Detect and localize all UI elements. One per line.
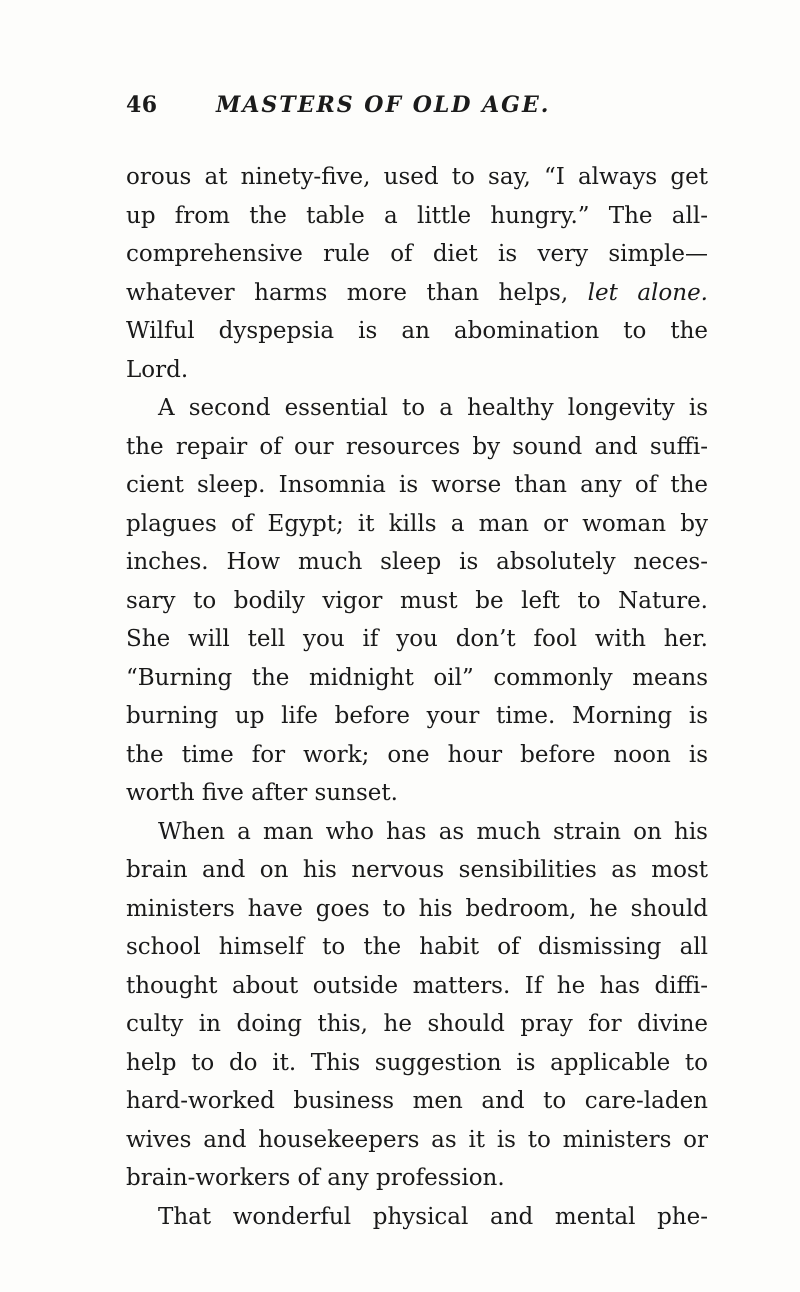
text-line: school himself to the habit of dismissing all <box>126 934 708 960</box>
text-line: burning up life before your time. Morning is <box>126 703 708 729</box>
emphasis-text: let alone. <box>587 279 708 306</box>
text-line: inches. How much sleep is absolutely neces- <box>126 549 708 575</box>
text-line: brain and on his nervous sensibilities as most <box>126 857 708 883</box>
page-header <box>126 92 706 132</box>
text-line: hard-worked business men and to care-laden <box>126 1088 708 1114</box>
text-line: the repair of our resources by sound and suffi- <box>126 433 708 460</box>
text-line: thought about outside matters. If he has diffi- <box>126 972 708 999</box>
text-line: up from the table a little hungry.” The all- <box>126 202 708 229</box>
text-line: worth five after sunset. <box>126 780 398 806</box>
text-line: She will tell you if you don’t fool with her. <box>126 626 708 652</box>
text-line: comprehensive rule of diet is very simple— <box>126 241 708 267</box>
text-line: ministers have goes to his bedroom, he should <box>126 895 708 922</box>
text-line: sary to bodily vigor must be left to Nature. <box>126 587 708 614</box>
text-line: wives and housekeepers as it is to ministers or <box>126 1126 708 1153</box>
text-line: When a man who has as much strain on his <box>158 818 708 845</box>
body-text <box>126 158 708 1236</box>
text-line: help to do it. This suggestion is applicable to <box>126 1049 708 1076</box>
page-number: 46 <box>126 92 158 118</box>
text-line: brain-workers of any profession. <box>126 1165 505 1191</box>
text-line: plagues of Egypt; it kills a man or woman by <box>126 510 708 537</box>
text-line: the time for work; one hour before noon is <box>126 741 708 768</box>
text-line: culty in doing this, he should pray for divine <box>126 1011 708 1037</box>
text-line: Wilful dyspepsia is an abomination to the <box>126 318 708 344</box>
running-title: MASTERS OF OLD AGE. <box>216 92 551 118</box>
text-line: whatever harms more than helps, let alone. <box>126 279 708 306</box>
text-line: That wonderful physical and mental phe- <box>158 1203 708 1230</box>
text-line: A second essential to a healthy longevity is <box>158 395 708 421</box>
text-line: orous at ninety-five, used to say, “I always get <box>126 164 708 190</box>
text-line: cient sleep. Insomnia is worse than any of the <box>126 472 708 498</box>
text-line: “Burning the midnight oil” commonly means <box>126 664 708 691</box>
text-line: Lord. <box>126 356 189 383</box>
